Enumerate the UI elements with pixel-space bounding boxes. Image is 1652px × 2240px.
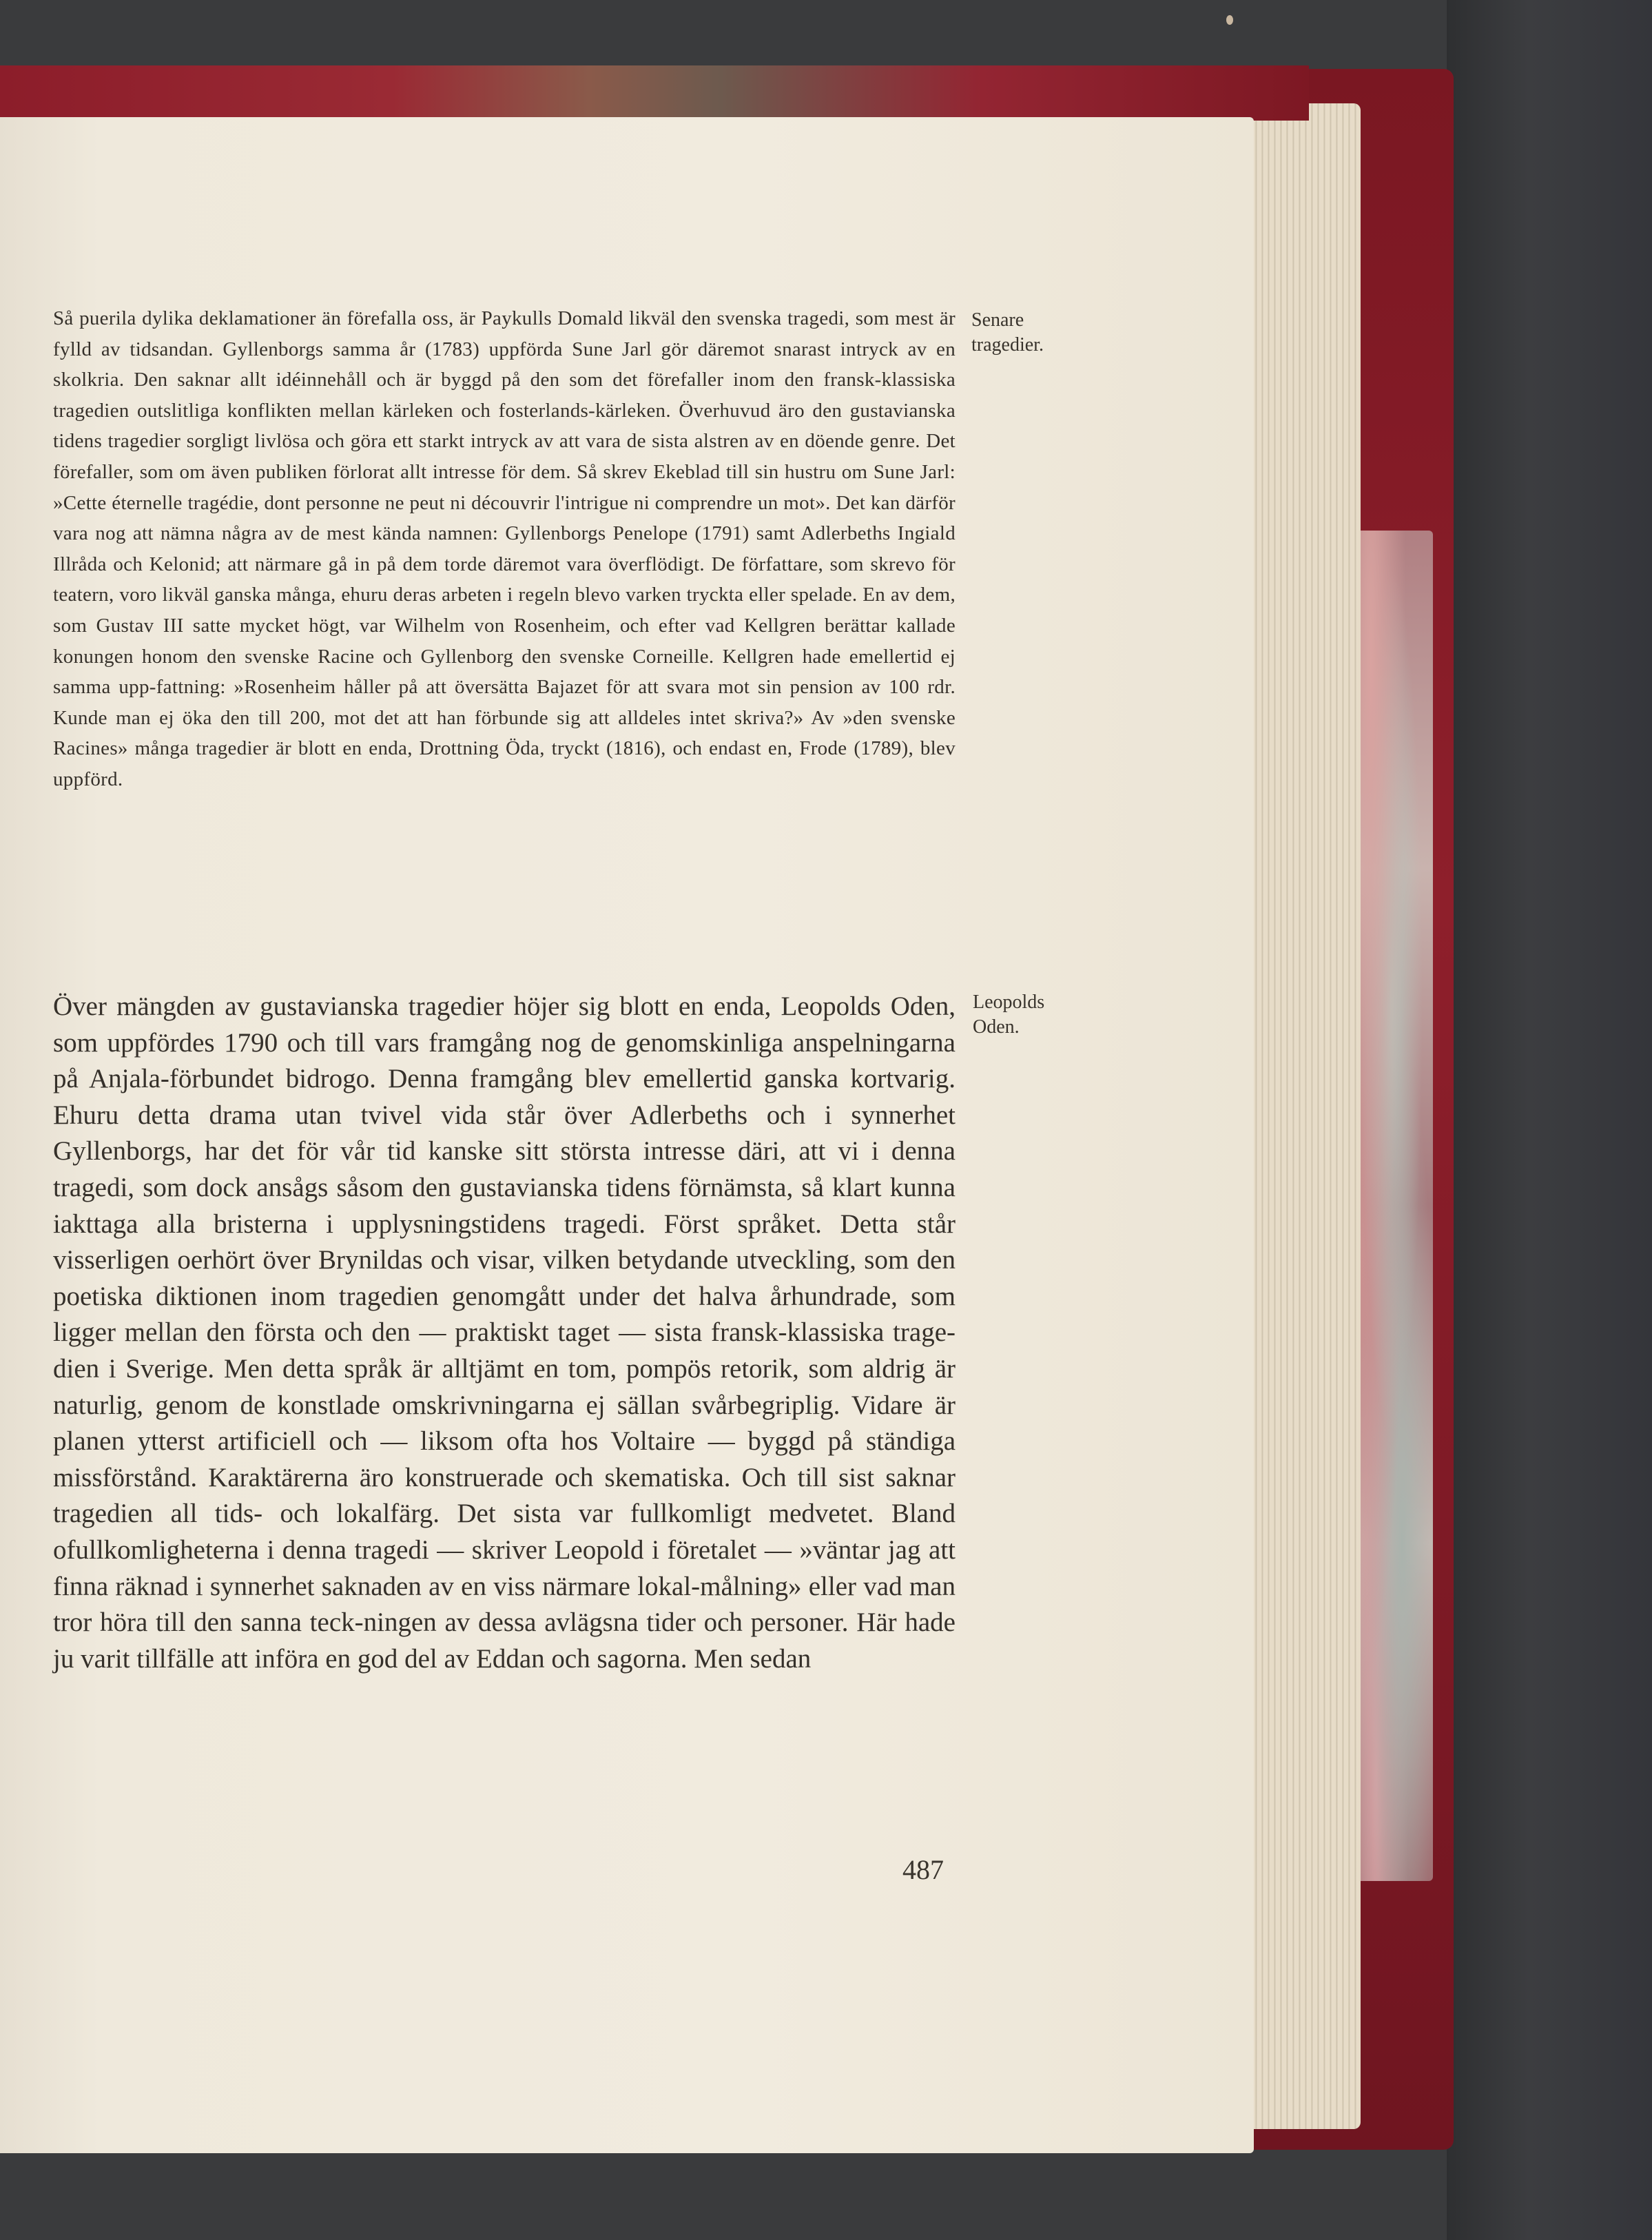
book-top-edge <box>0 65 1309 121</box>
margin-note-leopolds-oden: Leopolds Oden. <box>973 991 1045 1038</box>
scanner-background <box>1447 0 1652 2240</box>
page-number: 487 <box>902 1854 944 1885</box>
small-print-paragraph: Så puerila dylika deklamationer än förefalla oss, är Paykulls Domald likväl den svenska tragedi, som mest är fylld av tidsandan. Gyllenborgs samma år (1783) uppförda Sune Jarl gör däremot snarast intryck av en skolkria. Den saknar allt idéinnehåll och är byggd på den som det förefaller inom den fransk-klassiska tragedien outslitliga konflikten mellan kärleken och fosterlands-kärleken. Överhuvud äro den gustavianska tidens tragedier sorgligt livlösa och göra ett starkt intryck av att vara de sista alstren av en döende genre. Det förefaller, som om även publiken förlorat allt intresse för dem. Så skrev Ekeblad till sin hustru om Sune Jarl: »Cette éternelle tragédie, dont personne ne peut ni découvrir l'intrigue ni comprendre un mot». Det kan därför vara nog att nämna några av de mest kända namnen: Gyllenborgs Penelope (1791) samt Adlerbeths Ingiald Illråda och Kelonid; att närmare gå in på dem torde däremot vara överflödigt. De författare, som skrevo för teatern, voro likväl ganska många, ehuru deras arbeten i regeln blevo varken tryckta eller spelade. En av dem, som Gustav III satte mycket högt, var Wilhelm von Rosenheim, och efter vad Kellgren berättar kallade konungen honom den svenske Racine och Gyllenborg den svenske Corneille. Kellgren hade emellertid ej samma upp-fattning: »Rosenheim håller på att översätta Bajazet för att svara mot sin pension av 100 rdr. Kunde man ej öka den till 200, mot det att han förbunde sig att alldeles intet skriva?» Av »den svenske Racines» många tragedier är blott en enda, Drottning Öda, tryckt (1816), och endast en, Frode (1789), blev uppförd. <box>53 307 956 790</box>
scan-speck <box>1226 15 1233 25</box>
margin-note-senare-tragedier: Senare tragedier. <box>971 309 1044 356</box>
body-paragraph: Över mängden av gustavianska tragedier höjer sig blott en enda, Leopolds Oden, som uppfördes 1790 och till vars framgång nog de genomskinliga anspelningarna på Anjala-förbundet bidrogo. Denna framgång blev emellertid ganska kortvarig. Ehuru detta drama utan tvivel vida står över Adlerbeths och i synnerhet Gyllenborgs, har det för vår tid kanske sitt största intresse däri, att vi i denna tragedi, som dock ansågs såsom den gustavianska tidens förnämsta, så klart kunna iakttaga alla bristerna i upplysningstidens tragedi. Först språket. Detta står visserligen oerhört över Brynildas och visar, vilken betydande utveckling, som den poetiska diktionen inom tragedien genomgått under det halva århundrade, som ligger mellan den första och den — praktiskt taget — sista fransk-klassiska trage-dien i Sverige. Men detta språk är alltjämt en tom, pompös retorik, som aldrig är naturlig, genom de konstlade omskrivningarna ej sällan svårbegriplig. Vidare är planen ytterst artificiell och — liksom ofta hos Voltaire — byggd på ständiga missförstånd. Karaktärerna äro konstruerade och skematiska. Och till sist saknar tragedien all tids- och lokalfärg. Det sista var fullkomligt medvetet. Bland ofullkomligheterna i denna tragedi — skriver Leopold i företalet — »väntar jag att finna räknad i synnerhet saknaden av en viss närmare lokal-målning» eller vad man tror höra till den sanna teck-ningen av dessa avlägsna tider och personer. Här hade ju varit tillfälle att införa en god del av Eddan och sagorna. Men sedan <box>53 991 956 1674</box>
